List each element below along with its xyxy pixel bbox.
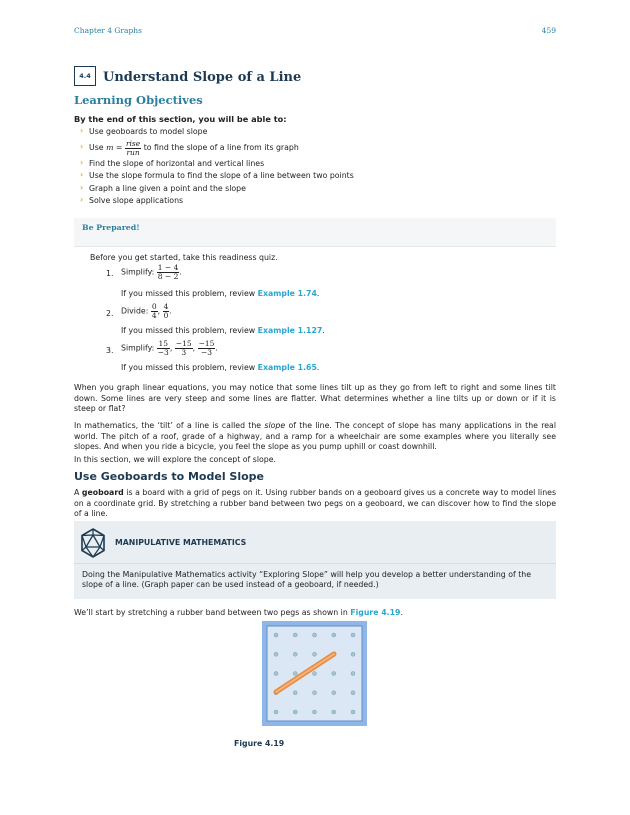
- geoboard-peg: [351, 691, 355, 695]
- quiz-number: 2.: [106, 309, 114, 318]
- slope-formula-lhs: m =: [106, 143, 123, 153]
- fraction-numerator: −15: [198, 339, 215, 348]
- quiz-fraction: [157, 340, 170, 357]
- readiness-quiz-intro: Before you get started, take this readiness quiz.: [90, 253, 278, 262]
- review-note-text: If you missed this problem, review: [121, 326, 256, 335]
- geoboard-peg: [293, 691, 297, 695]
- quiz-question-3: Simplify: $\frac{15}{-3}$ , $\frac{-15}{3}$ , $\frac{-15}{-3}$ .: [121, 339, 218, 357]
- quiz-fraction: [151, 303, 158, 320]
- geoboard-peg: [313, 672, 317, 676]
- geoboard-peg: [274, 652, 278, 656]
- geoboard-peg: [313, 652, 317, 656]
- geoboard-peg: [332, 710, 336, 714]
- be-prepared-label: Be Prepared!: [82, 223, 140, 232]
- fraction-numerator: rise: [125, 138, 141, 148]
- section-title: Understand Slope of a Line: [103, 70, 302, 85]
- review-note-period: .: [316, 363, 320, 372]
- quiz-review-note: [121, 289, 319, 298]
- geoboard-peg: [293, 633, 297, 637]
- quiz-prompt: Divide:: [121, 306, 149, 316]
- section-number-badge: 4.4: [74, 66, 96, 86]
- quiz-prompt: Simplify:: [121, 267, 155, 277]
- objectives-list: [78, 126, 354, 207]
- emphasized-term: slope: [264, 421, 286, 430]
- fraction-denominator: 8 − 2: [157, 272, 179, 281]
- fraction-numerator: 15: [158, 339, 169, 348]
- be-prepared-header: [74, 218, 556, 247]
- geoboard-peg: [274, 633, 278, 637]
- paragraph-section-intro: In this section, we will explore the concept of slope.: [74, 455, 276, 464]
- objective-item: › Use the slope formula to find the slope of a line between two points: [78, 170, 354, 182]
- paragraph-text: of the line. The concept of slope has many applications in the real world. The pitch of a roof, grade of a highway, and a ramp for a wheelchair are some examples where you literally see slopes. And when you ride a bicycle, you feel the slope as you pump uphill or coast downhill.: [74, 421, 557, 452]
- learning-objectives-intro: By the end of this section, you will be able to:: [74, 114, 287, 124]
- bold-term: geoboard: [81, 488, 124, 497]
- quiz-fraction: [198, 340, 216, 357]
- quiz-number: 3.: [106, 346, 114, 355]
- geoboard-peg: [351, 710, 355, 714]
- paragraph-geoboard: [74, 488, 556, 520]
- paragraph-text: We’ll start by stretching a rubber band between two pegs as shown in: [74, 608, 348, 617]
- quiz-review-note: [121, 326, 325, 335]
- chapter-header: Chapter 4 Graphs: [74, 26, 142, 35]
- geoboard-peg: [332, 633, 336, 637]
- geoboard-figure: [262, 621, 367, 726]
- quiz-review-note: [121, 363, 319, 372]
- quiz-number: 1.: [106, 269, 114, 278]
- objective-item: [78, 138, 354, 158]
- geoboard-peg: [274, 710, 278, 714]
- fraction-numerator: 0: [151, 302, 157, 311]
- fraction-denominator: −3: [157, 348, 169, 357]
- review-note-period: .: [322, 326, 325, 335]
- review-note-text: If you missed this problem, review: [121, 289, 256, 298]
- geoboard-peg: [332, 691, 336, 695]
- objective-item: › Use geoboards to model slope: [78, 126, 354, 138]
- geoboard-heading: Use Geoboards to Model Slope: [74, 470, 265, 483]
- manipulative-label: MANIPULATIVE MATHEMATICS: [115, 538, 247, 547]
- geoboard-peg: [313, 633, 317, 637]
- fraction-denominator: run: [126, 147, 140, 157]
- fraction-denominator: 3: [181, 348, 187, 357]
- geoboard-peg: [313, 691, 317, 695]
- paragraph-text: is a board with a grid of pegs on it. Using rubber bands on a geoboard gives us a concrete way to model lines on a coordinate grid. By stretching a rubber band between two pegs on a geoboard, we can discover how to find the slope of a line.: [74, 488, 557, 519]
- review-note-period: .: [316, 289, 320, 298]
- figure-intro-text: [74, 608, 556, 619]
- geoboard-peg: [332, 672, 336, 676]
- fraction-numerator: −15: [175, 339, 192, 348]
- icosahedron-icon: [80, 528, 106, 558]
- geoboard-peg: [351, 652, 355, 656]
- example-link[interactable]: Example 1.127: [257, 326, 323, 335]
- fraction-numerator: 4: [163, 302, 169, 311]
- quiz-fraction: [157, 264, 180, 281]
- quiz-question-1: Simplify: $\frac{1 - 4}{8 - 2}$ .: [121, 263, 182, 281]
- figure-caption: Figure 4.19: [234, 739, 285, 748]
- geoboard-peg: [351, 633, 355, 637]
- geoboard-peg: [351, 672, 355, 676]
- paragraph-period: .: [400, 608, 403, 617]
- quiz-fraction: [175, 340, 193, 357]
- paragraph-slope-definition: [74, 421, 556, 453]
- objective-text: Use: [89, 143, 104, 153]
- example-link[interactable]: Example 1.74: [257, 289, 317, 298]
- paragraph-text: In mathematics, the ‘tilt’ of a line is called the: [74, 421, 265, 430]
- manipulative-text: Doing the Manipulative Mathematics activity “Exploring Slope” will help you develop a better understanding of the slope of a line. (Graph paper can be used instead of a geoboard, if needed.): [82, 570, 531, 590]
- example-link[interactable]: Example 1.65: [257, 363, 317, 372]
- geoboard-peg: [274, 672, 278, 676]
- objective-item: › Solve slope applications: [78, 195, 354, 207]
- objective-text-suffix: to find the slope of a line from its graph: [143, 143, 299, 153]
- rise-over-run-fraction: [125, 140, 141, 157]
- geoboard-peg: [293, 672, 297, 676]
- figure-link[interactable]: Figure 4.19: [350, 608, 401, 617]
- quiz-prompt: Simplify:: [121, 343, 155, 353]
- review-note-text: If you missed this problem, review: [121, 363, 256, 372]
- paragraph-linear-equations: When you graph linear equations, you may notice that some lines tilt up as they go from left to right and some lines tilt down. Some lines are very steep and some lines are flatter. What determines whether a line tilts up or down or if it is steep or flat?: [74, 383, 556, 414]
- quiz-question-2: Divide: $\frac{0}{4}$ , $\frac{4}{0}$ .: [121, 302, 172, 320]
- geoboard-peg: [313, 710, 317, 714]
- geoboard-peg: [293, 710, 297, 714]
- paragraph-text: A: [74, 488, 82, 497]
- page-number: 459: [541, 26, 556, 35]
- objective-item: › Graph a line given a point and the slope: [78, 183, 354, 195]
- objective-item: › Find the slope of horizontal and vertical lines: [78, 158, 354, 170]
- learning-objectives-heading: Learning Objectives: [74, 93, 203, 107]
- fraction-numerator: 1 − 4: [157, 263, 179, 272]
- fraction-denominator: 4: [151, 311, 157, 320]
- fraction-denominator: −3: [200, 348, 213, 357]
- geoboard-peg: [293, 652, 297, 656]
- fraction-denominator: 0: [163, 311, 169, 320]
